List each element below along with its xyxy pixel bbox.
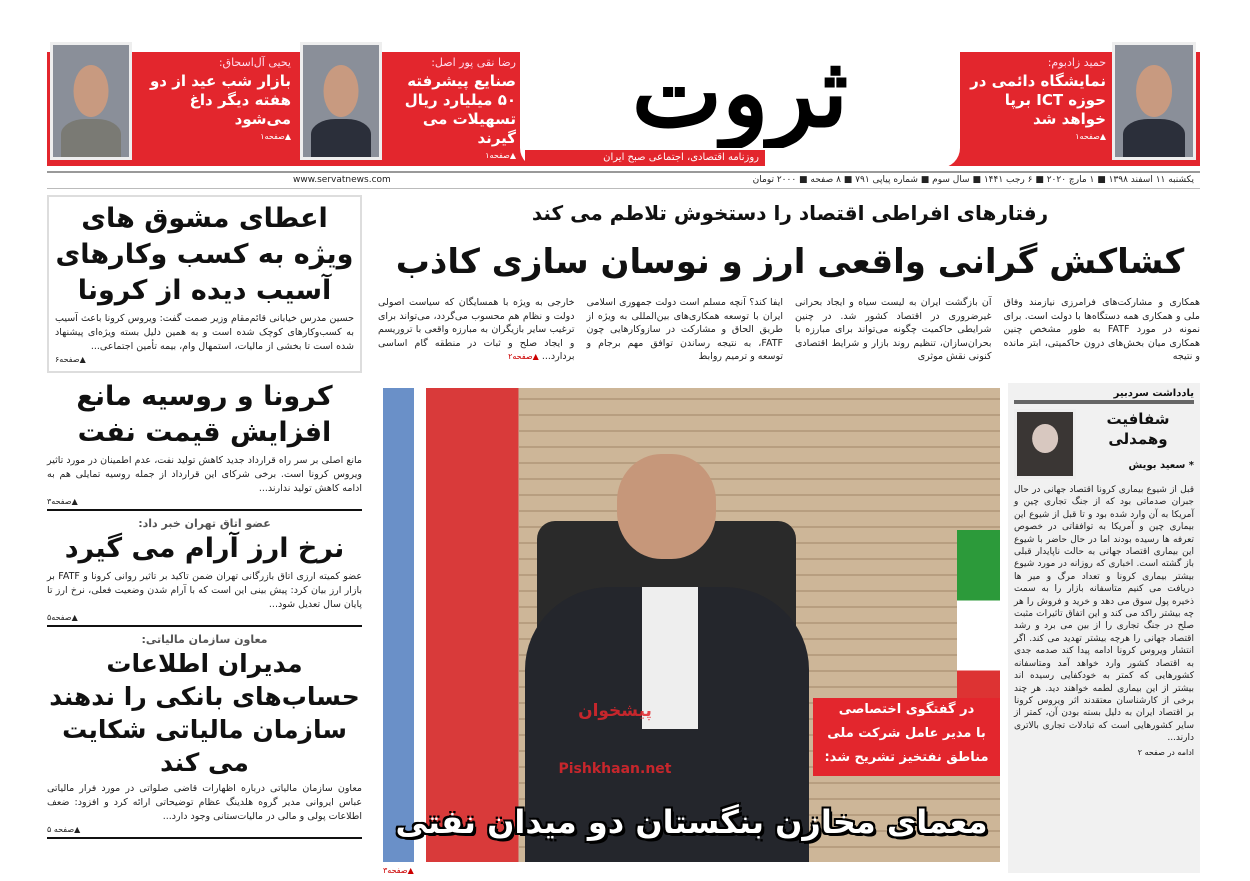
teaser-3[interactable]	[136, 56, 291, 142]
teaser-source: یحیی آل‌اسحاق:	[218, 56, 291, 69]
side-stories	[47, 195, 362, 875]
story-body: حسین مدرس خیابانی قائم‌مقام وزیر صمت گفت: ویروس کرونا باعث آسیب به کسب‌وکارهای کوچک شده است و به همین دلیل بسته ویژه‌ای پیشنهاد شده است تا بخشی از مالیات، استمهال وام، بیمه تأمین اجتماعی...	[55, 313, 354, 352]
page-ref[interactable]: ▲صفحه۳	[47, 496, 362, 511]
page-ref[interactable]: ▲صفحه۲	[508, 352, 539, 361]
author-photo	[1014, 409, 1076, 479]
teaser-1[interactable]	[966, 56, 1106, 142]
story-kicker: معاون سازمان مالیاتی:	[141, 633, 268, 646]
editorial-label: یادداشت سردبیر	[1014, 387, 1194, 404]
photo-kicker-box	[813, 698, 1000, 776]
story-headline[interactable]: کرونا و روسیه مانع افزایش قیمت نفت	[76, 381, 333, 448]
page-ref: ▲صفحه۱	[485, 151, 516, 160]
story-headline[interactable]: مدیران اطلاعات حساب‌های بانکی را ندهند سازمان مالیاتی شکایت می کند	[49, 649, 360, 777]
editorial-column	[1008, 383, 1200, 873]
lead-headline[interactable]: کشاکش گرانی واقعی ارز و نوسان سازی کاذب	[395, 242, 1185, 282]
teaser-source: رضا نقی پور اصل:	[431, 56, 516, 69]
side-story-4	[47, 633, 362, 839]
story-headline[interactable]: نرخ ارز آرام می گیرد	[64, 533, 345, 564]
story-kicker: عضو اتاق تهران خبر داد:	[138, 517, 271, 530]
teaser-headline: بازار شب عید از دو هفته دیگر داغ می‌شود	[149, 72, 291, 128]
kicker-line: در گفتگوی اختصاصی	[838, 702, 975, 717]
side-story-2	[47, 379, 362, 511]
teaser-photo-aleshagh	[50, 42, 132, 160]
story-body: مانع اصلی بر سر راه قرارداد جدید کاهش تولید نفت، عدم اطمینان در مورد تاثیر ویروس کرونا است. برخی شرکای این قرارداد از جمله روسیه تمایلی هم به ادامه کاهش تولید ندارند...	[47, 455, 362, 494]
kicker-line: با مدیر عامل شرکت ملی	[827, 726, 986, 741]
teaser-source: حمید زادبوم:	[1047, 56, 1106, 69]
editorial-body: قبل از شیوع بیماری کرونا اقتصاد جهانی در حال جبران صدماتی بود که از جنگ تجاری چین و آمریکا به آن وارد شده بود و تا قبل از شیوع این بیماری چین و آمریکا به توافقاتی در خصوص تعرفه ها رسیده بودند اما در حال حاضر با شیوع این بیماری اقتصاد جهانی به حالت ناپایدار قبلی باز گشته است. اخباری که روزانه در مورد شیوع بیشتر بیماری کرونا و تعداد مرگ و میر ها دریافت می کنیم متاسفانه بازار را به سمت ذخیره پول سوق می دهد و خرید و فروش را هر چه بیشتر راکد می کند و این اتفاق تاثیرات مثبت صلح در جنگ تجاری را از بین می برد و رشد اقتصاد جهانی را هرچه بیشتر تهدید می کند. اگر انتشار ویروس کرونا ادامه پیدا کند صدمه جدی به اقتصاد کشور وارد خواهد آمد ومتاسفانه کشورهایی که کمتر به خودکفایی رسیده اند بیشتر از این بیماری لطمه خواهند دید. هر چند برخی از کارشناسان معتقدند اثر ویروس کرونا بر اقتصاد ایران به دلیل بسته بودن آن، کمتر از سایر کشورهایی است که تبادلات تجاری بالاتری دارند...	[1014, 485, 1194, 744]
story-body: معاون سازمان مالیاتی درباره اظهارات قاضی صلواتی در مورد فرار مالیاتی عباس ایروانی مدیر گروه هلدینگ عظام توضیحاتی ارائه کرد و افزود: ضعف اطلاعات پولی و مالی در مالیات‌ستانی وجود دارد...	[47, 783, 362, 822]
lead-column	[378, 296, 575, 380]
lead-body	[378, 296, 1200, 380]
page-ref[interactable]: ▲صفحه۳	[383, 866, 414, 875]
story-headline[interactable]: اعطای مشوق های ویژه به کسب وکارهای آسیب دیده از کرونا	[55, 203, 354, 306]
page-ref[interactable]: ▲صفحه۶	[55, 355, 86, 364]
lead-kicker: رفتارهای افراطی اقتصاد را دستخوش تلاطم می کند	[531, 201, 1049, 225]
side-story-1	[47, 195, 362, 373]
teaser-photo-naghipour	[300, 42, 382, 160]
teaser-headline: نمایشگاه دائمی در حوزه ICT برپا خواهد شد	[970, 72, 1106, 128]
lead-column: آن بازگشت ایران به لیست سیاه و ایجاد بحرانی غیرضروری در اقتصاد کشور شد. در چنین شرایطی حاکمیت چگونه می‌تواند برای مبارزه با بحران‌سازان، تنظیم روند بازار و شرایط اقتصادی کنونی نقش موثری	[795, 297, 992, 362]
story-body: عضو کمیته ارزی اتاق بازرگانی تهران ضمن تاکید بر تاثیر روانی کرونا و FATF بر بازار ارز بیان کرد: پیش بینی این است که با آرام شدن وضعیت فعلی، نرخ ارز تا پایان سال تعدیل شود...	[47, 571, 363, 610]
issue-info: یکشنبه ۱۱ اسفند ۱۳۹۸ ■ ۱ مارچ ۲۰۲۰ ■ ۶ رجب ۱۴۴۱ ■ سال سوم ■ شماره پیاپی ۷۹۱ ■ ۸ صفحه ■ ۲۰۰۰ تومان	[752, 175, 1194, 185]
side-story-3	[47, 517, 362, 627]
lead-column: ایفا کند؟ آنچه مسلم است دولت جمهوری اسلامی ایران با توسعه همکاری‌های بین‌المللی به ویژه از طریق الحاق و مشارکت در سازوکارهایی چون FATF، به نتیجه رساندن توافق مهم برجام و توسعه و ترمیم روابط	[586, 297, 783, 362]
editorial-title[interactable]: شفافیت وهمدلی	[1106, 410, 1170, 448]
teaser-headline: صنایع پیشرفته ۵۰ میلیارد ریال تسهیلات می گیرند	[404, 72, 516, 147]
main-photo	[383, 388, 1000, 862]
photo-headline[interactable]: معمای مخازن بنگستان دو میدان نفتی	[395, 803, 988, 841]
teaser-2[interactable]	[386, 56, 516, 161]
date-strip	[47, 171, 1200, 189]
editorial-author: * سعید بویش	[1128, 460, 1194, 471]
watermark-url: Pishkhaan.net	[558, 761, 672, 777]
continued-ref[interactable]: ادامه در صفحه ۲	[1137, 747, 1194, 757]
newspaper-logo: ثروت	[631, 38, 849, 148]
page-ref: ▲صفحه۱	[1075, 132, 1106, 141]
page-ref[interactable]: ▲صفحه ۵	[47, 824, 362, 839]
page-ref[interactable]: ▲صفحه۵	[47, 612, 362, 627]
lead-column-text: خارجی به ویژه با همسایگان که سیاست اصولی دولت و نظام هم محسوب می‌گردد، می‌تواند برای ترغیب سایر بازیگران به مبارزه واقعی با تروریسم و ایجاد صلح و ثبات در منطقه گام اساسی بردارد...	[378, 297, 575, 362]
lead-column: همکاری و مشارکت‌های فرامرزی نیازمند وفاق ملی و همکاری همه دستگاه‌ها با دولت است. برای نمونه در مورد FATF به طور مشخص چنین همکاری میان بخش‌های درون حاکمیتی، ابتر مانده و نتیجه	[1003, 297, 1200, 362]
kicker-line: مناطق نفتخیز تشریح شد:	[824, 750, 989, 765]
page-ref: ▲صفحه۱	[260, 132, 291, 141]
website-link[interactable]: www.servatnews.com	[293, 175, 391, 185]
tagline: روزنامه اقتصادی، اجتماعی صبح ایران	[525, 150, 765, 166]
watermark: پیشخوان	[578, 701, 652, 721]
teaser-photo-zadboum	[1112, 42, 1196, 160]
